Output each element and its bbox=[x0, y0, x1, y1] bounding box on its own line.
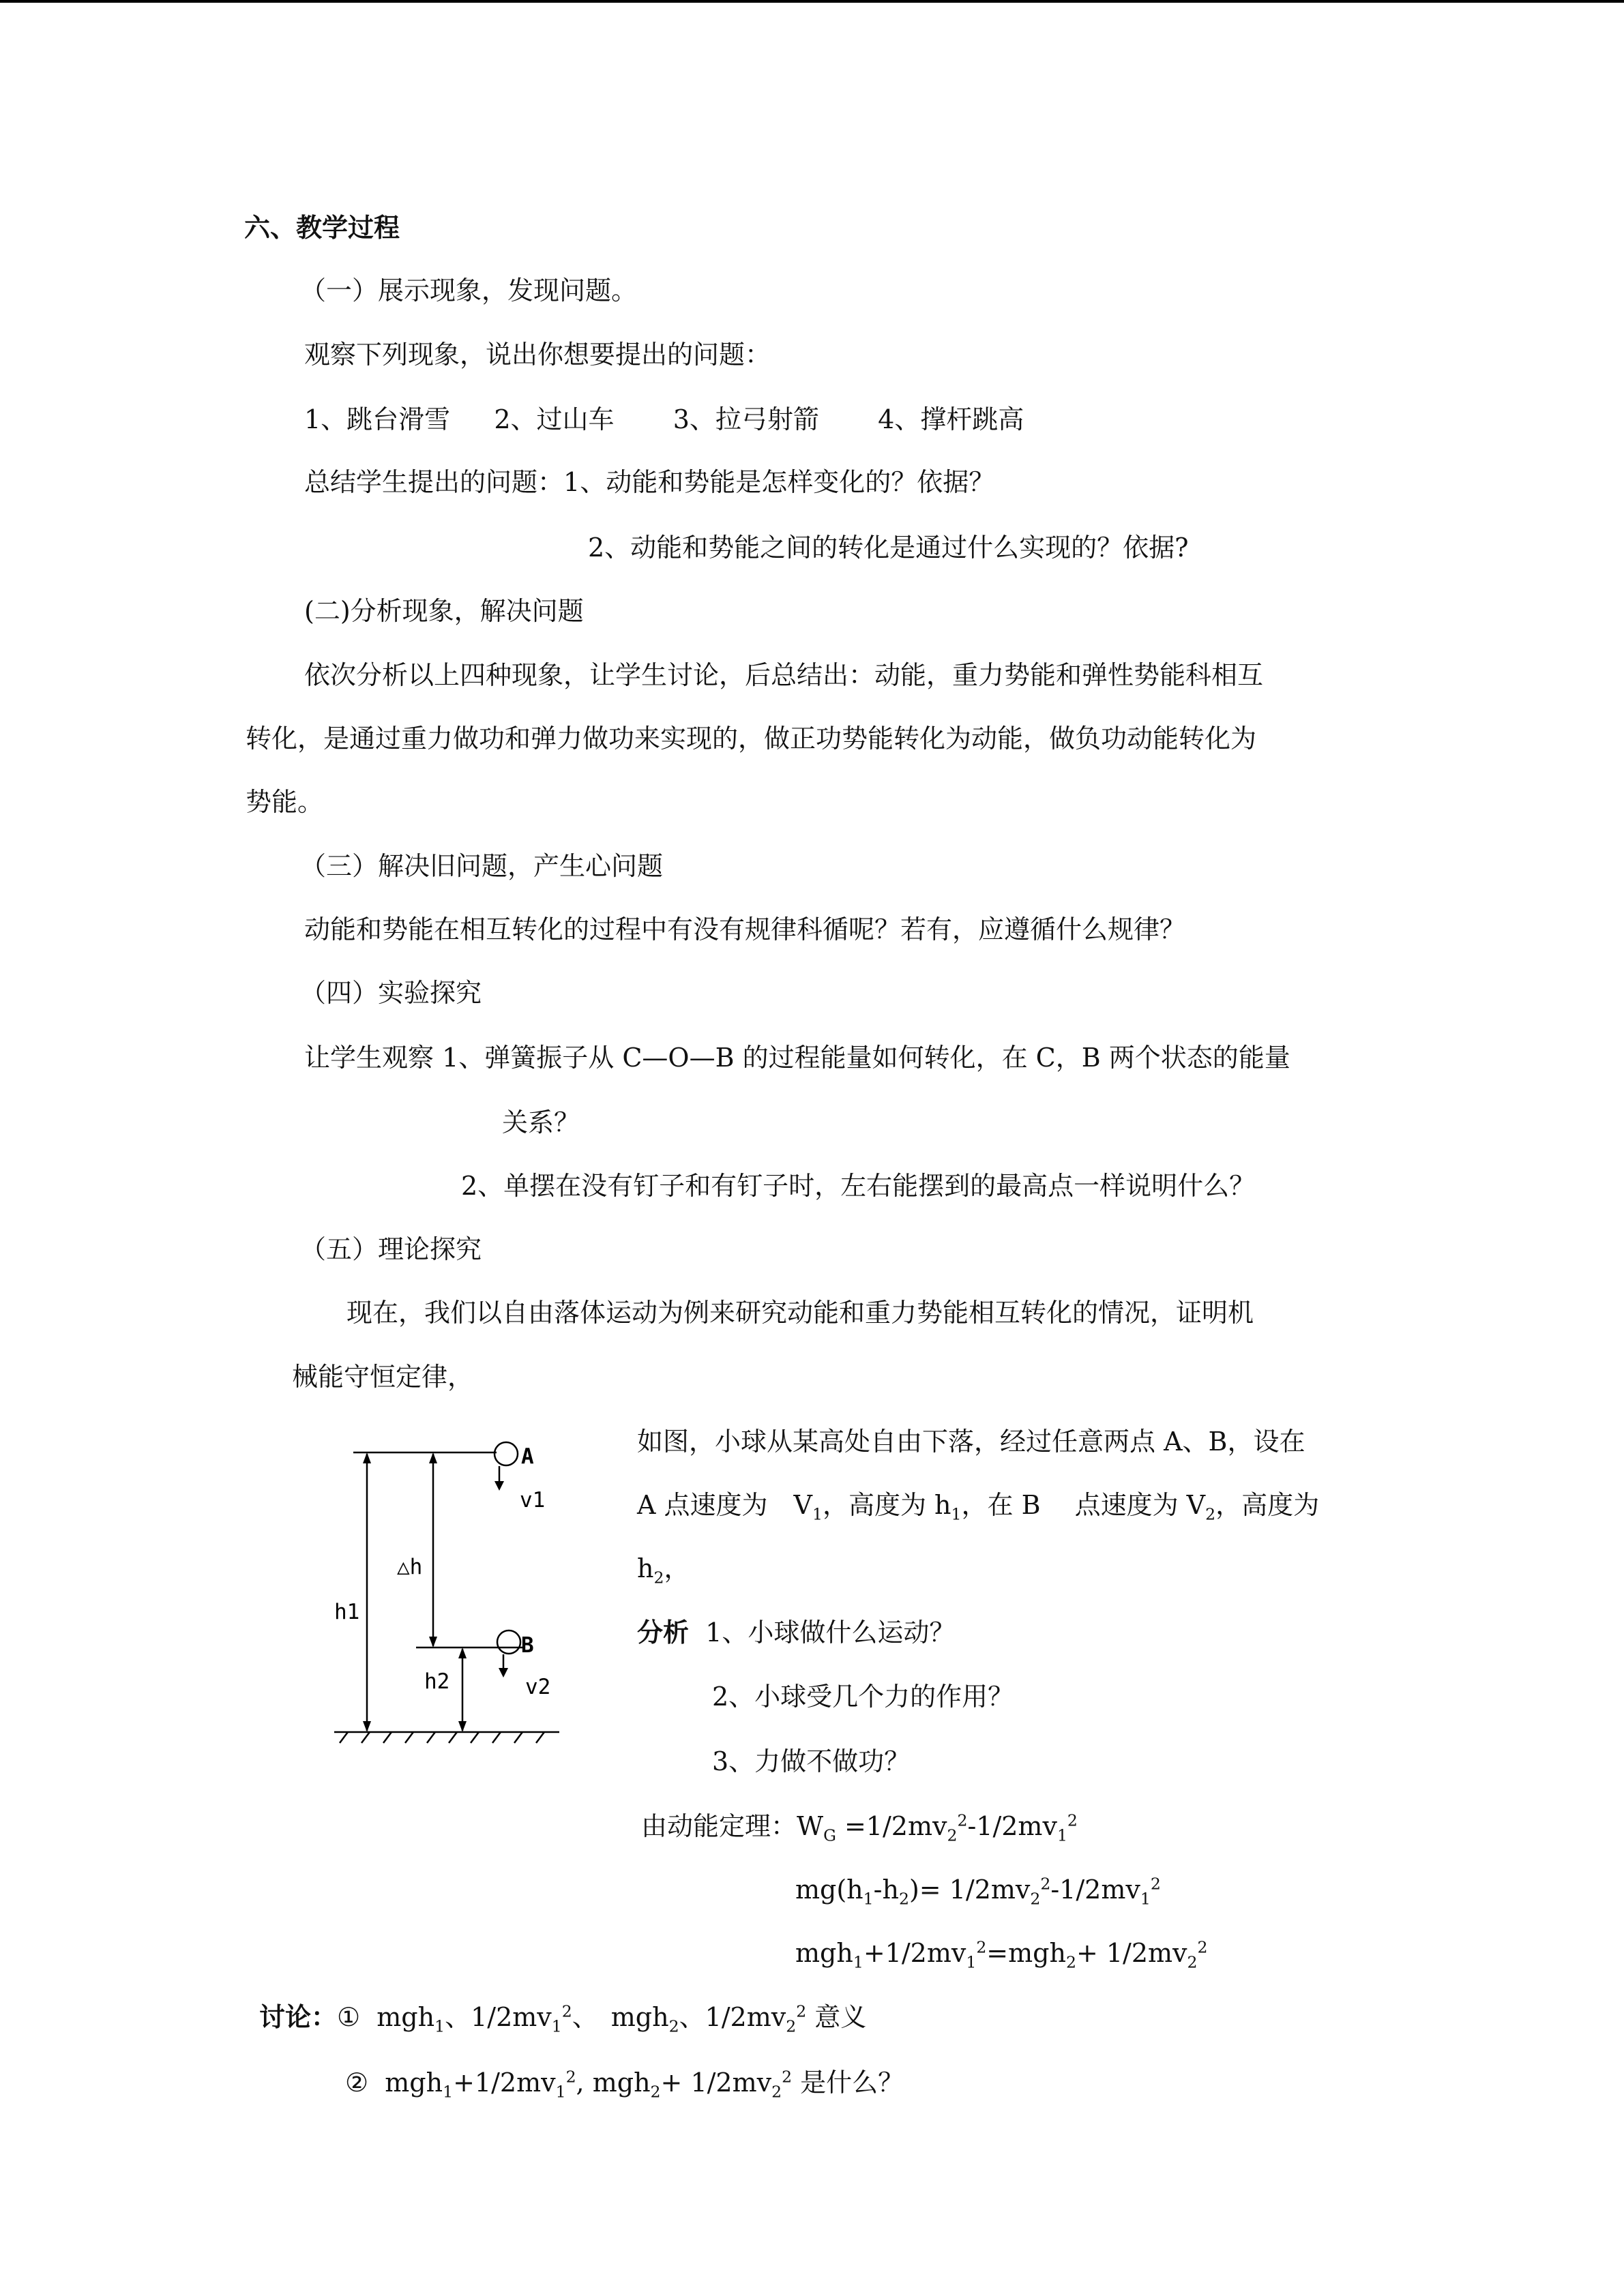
text-fragment: 2 bbox=[668, 2016, 679, 2036]
text-fragment: 1 bbox=[951, 1504, 962, 1524]
text-fragment: W bbox=[797, 1811, 824, 1841]
text-fragment: )= 1/2mv bbox=[909, 1875, 1031, 1905]
arrowhead bbox=[458, 1648, 467, 1658]
text-fragment: 1 bbox=[434, 2016, 445, 2036]
text-fragment: 、 mgh bbox=[572, 2002, 669, 2032]
text-fragment: 、1/2mv bbox=[679, 2002, 786, 2032]
text-fragment: ，高度为 h bbox=[822, 1490, 951, 1520]
arrowhead bbox=[363, 1452, 371, 1463]
section-2-para-line: 势能。 bbox=[246, 787, 324, 817]
text-fragment: +1/2mv bbox=[453, 2068, 556, 2098]
analysis-line-1 bbox=[637, 1616, 955, 1649]
arrowhead bbox=[429, 1452, 437, 1463]
text-fragment: -h bbox=[873, 1875, 899, 1905]
phenomena-list bbox=[304, 403, 1024, 436]
text-fragment: mgh bbox=[377, 2002, 435, 2032]
text-fragment: 1 bbox=[443, 2082, 454, 2102]
text-fragment: ① bbox=[337, 2002, 361, 2032]
text-fragment: 2 bbox=[796, 2001, 807, 2021]
text-fragment: 2 bbox=[1067, 1810, 1078, 1830]
text-fragment: 2 bbox=[771, 2082, 782, 2102]
text-fragment: 2 bbox=[898, 1889, 909, 1909]
text-fragment: 2 bbox=[653, 1568, 664, 1587]
text-fragment: A 点速度为 V bbox=[637, 1490, 812, 1520]
label-b: B bbox=[521, 1633, 534, 1658]
discussion-line-1 bbox=[259, 2001, 867, 2036]
text-fragment: 2 bbox=[1150, 1874, 1161, 1894]
figure-description-line-3 bbox=[637, 1552, 690, 1585]
section-1-prompt: 观察下列现象，说出你想要提出的问题： bbox=[304, 340, 771, 370]
text-fragment: mgh bbox=[385, 2068, 443, 2098]
text-fragment: 由动能定理： bbox=[641, 1811, 797, 1841]
text-fragment: 1 bbox=[1140, 1889, 1151, 1909]
experiment-line-1: 让学生观察 1、弹簧振子从 C—O—B 的过程能量如何转化，在 C，B 两个状态的能量 bbox=[304, 1043, 1290, 1073]
analysis-line-3: 3、力做不做功？ bbox=[712, 1746, 911, 1776]
text-fragment: 1 bbox=[551, 2016, 562, 2036]
section-2-title: (二)分析现象，解决问题 bbox=[304, 596, 584, 626]
text-fragment: 2 bbox=[957, 1810, 968, 1830]
section-3-title: （三）解决旧问题，产生心问题 bbox=[300, 851, 664, 881]
text-fragment: 2 bbox=[565, 2067, 576, 2087]
text-fragment: =1/2mv bbox=[836, 1811, 947, 1841]
section-2-para-line: 依次分析以上四种现象，让学生讨论，后总结出：动能，重力势能和弹性势能科相互 bbox=[304, 660, 1264, 690]
text-fragment: 意义 bbox=[806, 2002, 867, 2032]
arrowhead bbox=[429, 1637, 437, 1648]
text-fragment: 1 bbox=[853, 1952, 863, 1972]
text-fragment: -1/2mv bbox=[1050, 1875, 1140, 1905]
text-fragment: 2 bbox=[782, 2067, 793, 2087]
figure-description-line-1: 如图，小球从某高处自由下落，经过任意两点 A、B，设在 bbox=[637, 1427, 1305, 1457]
text-fragment: 2 bbox=[1065, 1952, 1076, 1972]
text-fragment: 2 bbox=[1197, 1937, 1208, 1957]
label-delta-h: △h bbox=[397, 1555, 423, 1579]
summary-lead: 总结学生提出的问题： bbox=[304, 467, 564, 497]
text-fragment: mg(h bbox=[795, 1875, 863, 1905]
label-a: A bbox=[521, 1444, 534, 1469]
question-2: 2、动能和势能之间的转化是通过什么实现的？依据? bbox=[588, 533, 1189, 563]
experiment-line-2: 关系？ bbox=[502, 1107, 580, 1137]
text-fragment: G bbox=[823, 1825, 836, 1845]
text-fragment: 1 bbox=[1057, 1825, 1067, 1845]
ball-a bbox=[494, 1442, 518, 1465]
text-fragment: ， bbox=[664, 1553, 690, 1583]
discussion-line-2 bbox=[345, 2066, 904, 2102]
list-item: 4、撑杆跳高 bbox=[878, 404, 1024, 434]
label-h2: h2 bbox=[424, 1669, 450, 1694]
text-fragment: + 1/2mv bbox=[660, 2068, 772, 2098]
section-4-title: （四）实验探究 bbox=[300, 978, 482, 1008]
arrowhead bbox=[458, 1721, 467, 1732]
equation-3 bbox=[795, 1937, 1208, 1972]
text-fragment: 2 bbox=[786, 2016, 797, 2036]
section-1-title: （一）展示现象，发现问题。 bbox=[300, 275, 638, 305]
discussion-label: 讨论： bbox=[259, 2001, 338, 2032]
free-fall-diagram bbox=[321, 1425, 580, 1746]
text-fragment: 1 bbox=[555, 2082, 566, 2102]
label-v2: v2 bbox=[525, 1675, 551, 1699]
text-fragment: 2 bbox=[1030, 1889, 1041, 1909]
analysis-line-2: 2、小球受几个力的作用？ bbox=[712, 1682, 1014, 1712]
text-fragment: 2 bbox=[976, 1937, 987, 1957]
text-fragment: 2 bbox=[947, 1825, 958, 1845]
text-fragment: 2 bbox=[1187, 1952, 1198, 1972]
section-heading: 六、教学过程 bbox=[244, 212, 400, 243]
ground-hatch bbox=[340, 1732, 544, 1743]
section-5-title: （五）理论探究 bbox=[300, 1234, 482, 1264]
text-fragment: + 1/2mv bbox=[1076, 1938, 1187, 1968]
section-2-para-line: 转化，是通过重力做功和弹力做功来实现的，做正功势能转化为动能，做负功动能转化为 bbox=[246, 724, 1257, 754]
equation-1 bbox=[641, 1810, 1078, 1843]
text-fragment: 2 bbox=[1040, 1874, 1051, 1894]
text-fragment: 是什么？ bbox=[792, 2068, 904, 2098]
list-item: 3、拉弓射箭 bbox=[673, 404, 819, 434]
text-fragment: 1、小球做什么运动？ bbox=[705, 1617, 956, 1648]
text-fragment: 1 bbox=[966, 1952, 977, 1972]
text-fragment: ，在 B 点速度为 V bbox=[961, 1490, 1206, 1520]
text-fragment: 1 bbox=[812, 1504, 823, 1524]
arrowhead bbox=[499, 1668, 508, 1678]
text-fragment: mgh bbox=[795, 1938, 853, 1968]
list-item: 2、过山车 bbox=[494, 404, 615, 434]
label-v1: v1 bbox=[520, 1488, 546, 1512]
section-5-para-line: 现在，我们以自由落体运动为例来研究动能和重力势能相互转化的情况，证明机 bbox=[346, 1298, 1254, 1328]
text-fragment: +1/2mv bbox=[863, 1938, 966, 1968]
summary-line bbox=[304, 466, 994, 498]
text-fragment: 1 bbox=[863, 1889, 874, 1909]
arrowhead bbox=[494, 1481, 504, 1491]
text-fragment: -1/2mv bbox=[967, 1811, 1057, 1841]
page-top-border bbox=[0, 0, 1624, 3]
text-fragment: 2 bbox=[650, 2082, 661, 2102]
text-fragment: ，高度为 bbox=[1215, 1490, 1320, 1520]
ball-b bbox=[497, 1630, 520, 1654]
text-fragment: =mgh bbox=[986, 1938, 1066, 1968]
text-fragment: h bbox=[637, 1553, 654, 1583]
arrowhead bbox=[363, 1721, 371, 1732]
label-h1: h1 bbox=[334, 1600, 360, 1624]
experiment-line-3: 2、单摆在没有钉子和有钉子时，左右能摆到的最高点一样说明什么？ bbox=[461, 1171, 1256, 1201]
section-3-text: 动能和势能在相互转化的过程中有没有规律科循呢？若有，应遵循什么规律？ bbox=[304, 914, 1186, 944]
list-item: 1、跳台滑雪 bbox=[304, 404, 451, 434]
section-5-para-line: 械能守恒定律， bbox=[292, 1362, 474, 1392]
text-fragment: ② bbox=[345, 2068, 369, 2098]
text-fragment: 、1/2mv bbox=[445, 2002, 552, 2032]
text-fragment: 2 bbox=[1205, 1504, 1216, 1524]
question-1: 1、动能和势能是怎样变化的？依据？ bbox=[563, 467, 995, 497]
analysis-label: 分析 bbox=[637, 1617, 690, 1648]
equation-2 bbox=[795, 1873, 1161, 1909]
text-fragment: , mgh bbox=[576, 2068, 651, 2098]
text-fragment: 2 bbox=[561, 2001, 572, 2021]
figure-description-line-2 bbox=[637, 1489, 1320, 1524]
